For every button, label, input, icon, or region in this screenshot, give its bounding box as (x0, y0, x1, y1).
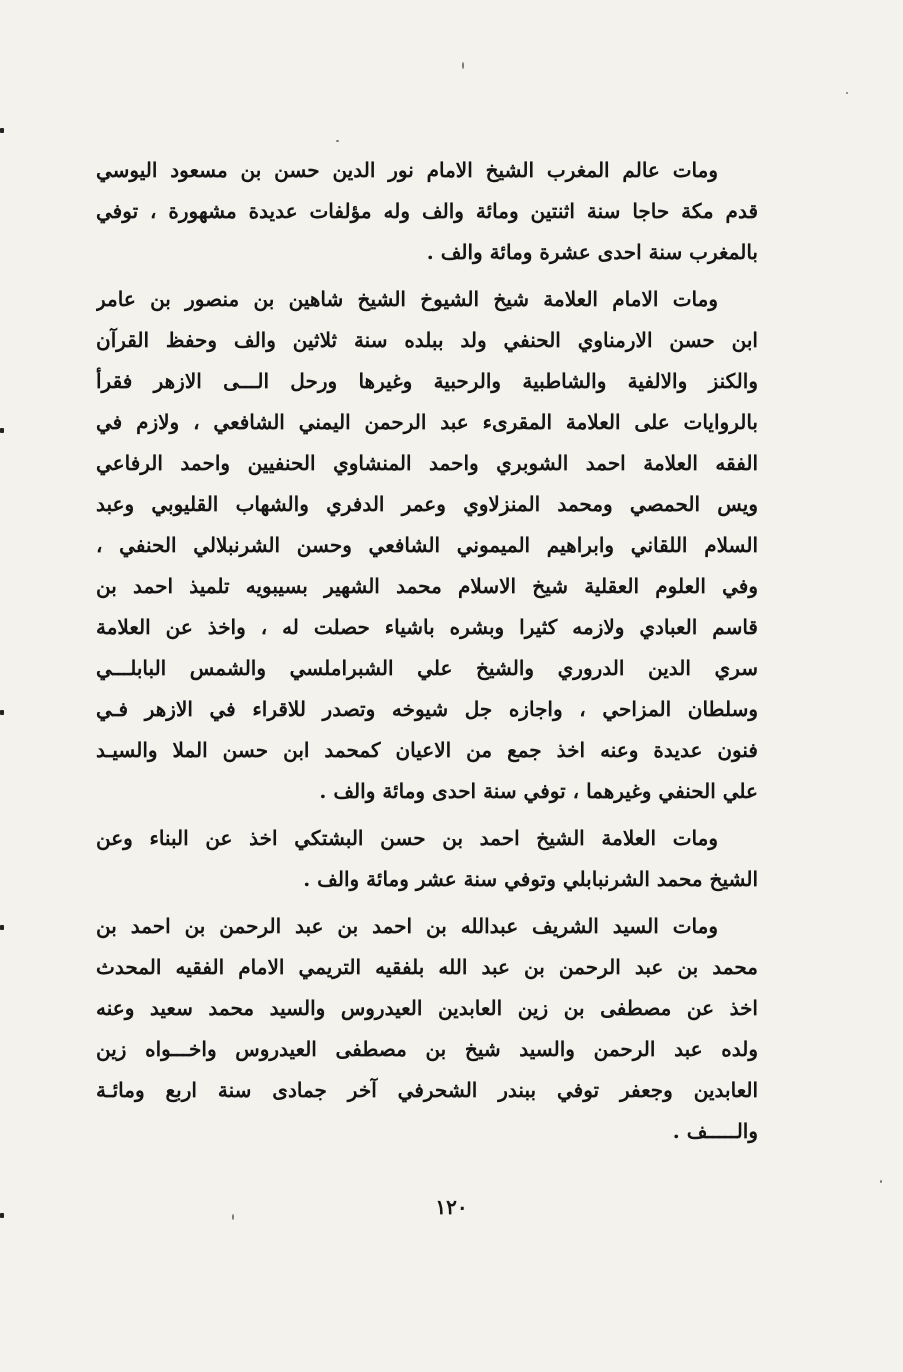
scan-mark (0, 710, 4, 715)
text-line: والكنز والالفية والشاطبية والرحبية وغيرها ورحل الـــى الازهر فقرأ (96, 369, 758, 393)
text-line: العابدين وجعفر توفي ببندر الشحرفي آخر جمادى سنة اربع ومائـة (96, 1078, 758, 1102)
text-line: الشيخ محمد الشرنبابلي وتوفي سنة عشر ومائة والف . (303, 867, 758, 891)
text-line: اخذ عن مصطفى بن زين العابدين العيدروس والسيد محمد سعيد وعنه (96, 996, 758, 1020)
text-line: والـــــف . (672, 1119, 758, 1143)
text-line: فنون عديدة وعنه اخذ جمع من الاعيان كمحمد ابن حسن الملا والسيـد (96, 738, 758, 762)
scan-mark (0, 925, 4, 930)
page-number: ١٢٠ (435, 1195, 468, 1219)
paragraph (96, 906, 758, 1152)
text-line: بالمغرب سنة احدى عشرة ومائة والف . (426, 240, 758, 264)
text-line: ومات عالم المغرب الشيخ الامام نور الدين حسن بن مسعود اليوسي (96, 158, 718, 182)
scan-speck (336, 140, 339, 142)
text-line: قاسم العبادي ولازمه كثيرا وبشره باشياء حصلت له ، واخذ عن العلامة (96, 615, 758, 639)
text-line: قدم مكة حاجا سنة اثنتين ومائة والف وله مؤلفات عديدة مشهورة ، توفي (96, 199, 758, 223)
text-line: ومات السيد الشريف عبدالله بن احمد بن عبد الرحمن بن احمد بن (96, 914, 718, 938)
body-text (96, 150, 758, 1158)
text-line: بالروايات على العلامة المقرىء عبد الرحمن اليمني الشافعي ، ولازم في (96, 410, 758, 434)
scan-mark (0, 1213, 4, 1218)
text-line: السلام اللقاني وابراهيم الميموني الشافعي وحسن الشرنبلالي الحنفي ، (96, 533, 758, 557)
scan-speck (880, 1180, 882, 1183)
paragraph (96, 279, 758, 812)
scan-speck (846, 92, 848, 94)
scan-mark (0, 428, 4, 433)
text-line: الفقه العلامة احمد الشوبري واحمد المنشاوي الحنفيين واحمد الرفاعي (96, 451, 758, 475)
paragraph (96, 150, 758, 273)
text-line: ومات الامام العلامة شيخ الشيوخ الشيخ شاهين بن منصور بن عامر (96, 287, 719, 311)
text-line: ومات العلامة الشيخ احمد بن حسن البشتكي اخذ عن البناء وعن (96, 826, 718, 850)
text-line: وفي العلوم العقلية شيخ الاسلام محمد الشهير بسيبويه تلميذ احمد بن (96, 574, 758, 598)
text-line: ويس الحمصي ومحمد المنزلاوي وعمر الدفري والشهاب القليوبي وعبد (96, 492, 758, 516)
paragraph (96, 818, 758, 900)
scan-speck (232, 1214, 234, 1220)
text-line: علي الحنفي وغيرهما ، توفي سنة احدى ومائة والف . (319, 779, 758, 803)
scan-speck (462, 62, 464, 69)
text-line: سري الدين الدروري والشيخ علي الشبراملسي والشمس البابلـــي (96, 656, 758, 680)
scan-mark (0, 128, 4, 133)
text-line: ولده عبد الرحمن والسيد شيخ بن مصطفى العيدروس واخـــواه زين (96, 1037, 758, 1061)
text-line: وسلطان المزاحي ، واجازه جل شيوخه وتصدر للاقراء في الازهر فـي (96, 697, 758, 721)
text-line: محمد بن عبد الرحمن بن عبد الله بلفقيه التريمي الامام الفقيه المحدث (96, 955, 758, 979)
text-line: ابن حسن الارمناوي الحنفي ولد ببلده سنة ثلاثين والف وحفظ القرآن (96, 328, 758, 352)
